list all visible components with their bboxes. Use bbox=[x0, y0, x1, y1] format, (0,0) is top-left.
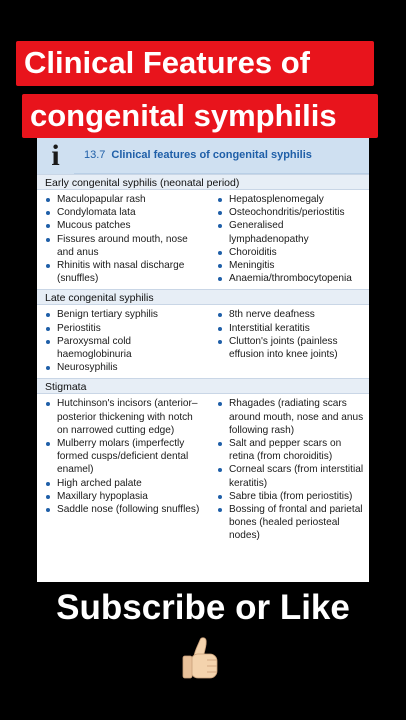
early-left-column bbox=[45, 193, 205, 285]
late-right-column bbox=[205, 308, 365, 374]
list-item: Mucous patches bbox=[45, 219, 205, 232]
list-item: Maculopapular rash bbox=[45, 193, 205, 206]
list-item: Hepatosplenomegaly bbox=[217, 193, 365, 206]
list-item: Generalised lymphadenopathy bbox=[217, 219, 365, 245]
list-item: Saddle nose (following snuffles) bbox=[45, 503, 205, 516]
section-heading-stigmata: Stigmata bbox=[37, 378, 369, 394]
list-item: Hutchinson's incisors (anterior–posterior thickening with notch on narrowed cutting edge) bbox=[45, 397, 205, 437]
list-item: Meningitis bbox=[217, 259, 365, 272]
list-item: Benign tertiary syphilis bbox=[45, 308, 205, 321]
list-item: Fissures around mouth, nose and anus bbox=[45, 233, 205, 259]
list-item: Condylomata lata bbox=[45, 206, 205, 219]
section-body-late bbox=[37, 305, 369, 378]
section-body-early bbox=[37, 190, 369, 289]
list-item: Mulberry molars (imperfectly formed cusps/deficient dental enamel) bbox=[45, 437, 205, 477]
stigmata-right-column bbox=[205, 397, 365, 542]
list-item: Choroiditis bbox=[217, 246, 365, 259]
list-item: Interstitial keratitis bbox=[217, 322, 365, 335]
early-right-column bbox=[205, 193, 365, 285]
card-title bbox=[84, 149, 312, 161]
section-body-stigmata bbox=[37, 394, 369, 546]
list-item: Paroxysmal cold haemoglobinuria bbox=[45, 335, 205, 361]
clinical-features-card bbox=[37, 138, 369, 582]
stigmata-left-column bbox=[45, 397, 205, 542]
list-item: Rhagades (radiating scars around mouth, nose and anus following rash) bbox=[217, 397, 365, 437]
section-heading-late: Late congenital syphilis bbox=[37, 289, 369, 305]
list-item: High arched palate bbox=[45, 477, 205, 490]
title-line-2: congenital symphilis bbox=[22, 94, 378, 138]
card-number: 13.7 bbox=[84, 149, 106, 161]
list-item: Neurosyphilis bbox=[45, 361, 205, 374]
list-item: Osteochondritis/periostitis bbox=[217, 206, 365, 219]
list-item: Clutton's joints (painless effusion into knee joints) bbox=[217, 335, 365, 361]
subscribe-text: Subscribe or Like bbox=[56, 588, 350, 627]
list-item: Sabre tibia (from periostitis) bbox=[217, 490, 365, 503]
thumbs-up-icon[interactable] bbox=[177, 636, 225, 682]
list-item: Maxillary hypoplasia bbox=[45, 490, 205, 503]
list-item: Anaemia/thrombocytopenia bbox=[217, 272, 365, 285]
list-item: Salt and pepper scars on retina (from choroiditis) bbox=[217, 437, 365, 463]
late-left-column bbox=[45, 308, 205, 374]
list-item: Rhinitis with nasal discharge (snuffles) bbox=[45, 259, 205, 285]
card-title-text: Clinical features of congenital syphilis bbox=[111, 149, 312, 161]
section-heading-early: Early congenital syphilis (neonatal period) bbox=[37, 174, 369, 190]
list-item: 8th nerve deafness bbox=[217, 308, 365, 321]
card-header bbox=[37, 138, 369, 174]
list-item: Corneal scars (from interstitial keratitis) bbox=[217, 463, 365, 489]
list-item: Periostitis bbox=[45, 322, 205, 335]
info-icon: i bbox=[37, 138, 74, 174]
list-item: Bossing of frontal and parietal bones (healed periosteal nodes) bbox=[217, 503, 365, 543]
title-line-1: Clinical Features of bbox=[16, 41, 374, 86]
